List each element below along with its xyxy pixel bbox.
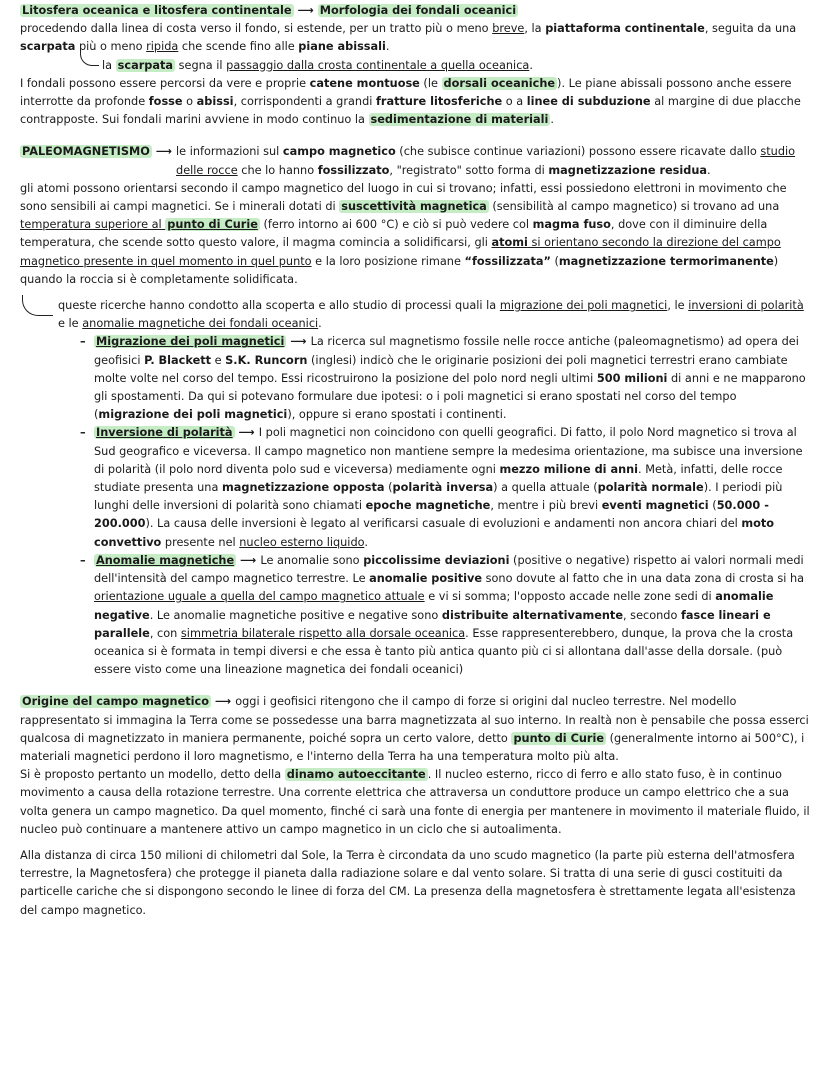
text-bold: fossilizzato: [317, 163, 390, 177]
bullet-heading-migrazione: Migrazione dei poli magnetici: [96, 335, 285, 349]
text: .: [364, 535, 368, 549]
text-bold: mezzo milione di anni: [499, 462, 639, 476]
note-line: [20, 57, 810, 75]
text-bold: P. Blackett: [144, 353, 212, 367]
text: presente nel: [161, 535, 240, 549]
text: e le: [58, 317, 83, 331]
text: ). I periodi più lunghi delle inversioni di polarità sono chiamati: [94, 481, 783, 513]
text: (: [708, 499, 717, 513]
text: sono dovute al fatto che in una data zona di crosta si ha: [482, 572, 805, 586]
text: . Esse rappresenterebbero, dunque, la prova che la crosta oceanica si è formata in tempi diversi e che essa è tanto più antica quanto più ci si allontana dall'asse della dorsale. (può essere visto come una lineazione magnetica dei fondali oceanici): [94, 626, 794, 677]
text: .: [529, 58, 533, 72]
text-bold: eventi magnetici: [601, 499, 709, 513]
text-underlined: studio delle rocce: [176, 145, 796, 177]
text: (positive o negative) rispetto ai valori normali medi dell'intensità del campo magnetico terrestre. Le: [94, 553, 804, 586]
arrow-icon: ⟶: [290, 335, 307, 349]
text-bold: 50.000 - 200.000: [94, 499, 769, 531]
text: , le: [667, 299, 689, 313]
spacer: [20, 839, 810, 847]
text-bold: polarità inversa: [392, 481, 494, 495]
text: .: [707, 163, 711, 177]
text-underlined: nucleo esterno liquido: [239, 535, 365, 549]
text-underlined: orientazione uguale a quella del campo magnetico attuale: [94, 590, 425, 604]
bullet-heading-inversione: Inversione di polarità: [96, 426, 233, 440]
text: , mentre i più brevi: [490, 499, 602, 513]
text-bold: catene montuose: [309, 76, 420, 90]
text-highlight: dinamo autoeccitante: [286, 768, 426, 782]
text-bold: epoche magnetiche: [365, 499, 491, 513]
text-bold: magma fuso: [532, 218, 611, 232]
text: , la: [524, 22, 546, 36]
text-underlined: passaggio dalla crosta continentale a quella oceanica: [226, 58, 530, 72]
text-underlined: breve: [492, 22, 525, 36]
text: (inglesi) indicò che le originarie posizioni dei poli magnetici terrestri erano cambiate molte volte nel corso del tempo. Essi ricostruirono la posizione del polo nord negli ultimi: [94, 353, 788, 385]
text: (ferro intorno ai 600 °C) e ciò si può vedere col: [259, 218, 533, 232]
paragraph: [20, 766, 810, 839]
heading-label: [20, 143, 176, 179]
text: (: [550, 254, 559, 268]
spacer: [20, 679, 810, 693]
text: (le: [419, 76, 442, 90]
text: o a: [502, 95, 527, 109]
text-bold: piattaforma continentale: [545, 22, 705, 36]
bullet-list: [20, 333, 810, 679]
text-highlight: scarpata: [117, 58, 174, 72]
text: , dove con il diminuire della temperatura, che scende sotto questo valore, il magma comincia a solidificarsi, gli: [20, 218, 768, 250]
text-underlined: inversioni di polarità: [688, 299, 804, 313]
text-underlined: ripida: [146, 40, 179, 54]
text-bold: fasce lineari e parallele: [94, 608, 771, 640]
section-origine: [20, 693, 810, 919]
text-highlight: sedimentazione di materiali: [370, 113, 549, 127]
text: le informazioni sul: [176, 145, 283, 159]
text: . Il nucleo esterno, ricco di ferro e allo stato fuso, è in continuo movimento a causa della rotazione terrestre. Una corrente elettrica che attraversa un conduttore produce un campo elettrico che a sua volta genera un campo magnetico. Da quel momento, finché ci sarà una fonte di energia per mantenere in movimento il materiale fluido, il nucleo può continuare a mantenere attivo un campo magnetico in un ciclo che si autoalimenta.: [20, 768, 810, 836]
text: oggi i geofisici ritengono che il campo di forze si origini dal nucleo terrestre. Nel modello rappresentato si immagina la Terra come se possedesse una barra magnetizzata al suo interno. In realtà non è pensabile che possa esserci qualcosa di magnetizzato in maniera permanente, poiché sopra un certo valore, detto: [20, 695, 809, 745]
bullet-dash: –: [80, 426, 86, 440]
text: che lo hanno: [237, 163, 318, 177]
text-bold: fratture litosferiche: [375, 95, 503, 109]
paragraph-magnetosfera: Alla distanza di circa 150 milioni di chilometri dal Sole, la Terra è circondata da uno scudo magnetico (la parte più esterna dell'atmosfera terrestre, la Magnetosfera) che protegge il pianeta dalla radiazione solare e dal vento solare. Si tratta di una serie di gusci costituiti da particelle cariche che si dispongono secondo le linee di forza del CM. La presenza della magnetosfera è strettamente legata all'esistenza del campo magnetico.: [20, 848, 796, 917]
arrow-icon: ⟶: [214, 695, 232, 709]
paragraph: [20, 75, 810, 130]
text: , "registrato" sotto forma di: [389, 163, 549, 177]
text-underlined: anomalie magnetiche dei fondali oceanici: [82, 317, 319, 331]
text: queste ricerche hanno condotto alla scoperta e allo studio di processi quali la: [58, 299, 500, 313]
text-underlined: simmetria bilaterale rispetto alla dorsale oceanica: [180, 626, 466, 640]
heading-morfologia: Morfologia dei fondali oceanici: [319, 4, 517, 17]
text: e la loro posizione rimane: [311, 254, 465, 268]
heading-litosfera: Litosfera oceanica e litosfera continentale: [22, 4, 292, 17]
text-bold: polarità normale: [597, 481, 704, 495]
text-bold: abissi: [196, 95, 234, 109]
text-bold: anomalie negative: [94, 590, 774, 622]
text: di anni e ne mapparono gli spostamenti. Da qui si potevano formulare due ipotesi: o i poli magnetici si erano spostati nel corso del tempo (: [94, 371, 806, 422]
text: .: [318, 317, 322, 331]
heading-origine: Origine del campo magnetico: [22, 695, 209, 709]
text: ). Le piane abissali possono anche essere interrotte da profonde: [20, 76, 792, 109]
text: , seguita da una: [704, 22, 797, 36]
paragraph: [20, 693, 810, 766]
text: . Le anomalie magnetiche positive e negative sono: [149, 608, 442, 622]
text: Si è proposto pertanto un modello, detto della: [20, 768, 285, 782]
heading-paleomagnetismo: PALEOMAGNETISMO: [22, 145, 150, 159]
text-underlined: temperatura superiore al: [20, 218, 166, 232]
text: .: [385, 40, 390, 54]
arrow-icon: ⟶: [240, 553, 257, 567]
section-litosfera: [20, 2, 810, 129]
heading-line: [20, 2, 810, 20]
text: più o meno: [75, 40, 147, 54]
list-item: [80, 552, 810, 679]
text: ), oppure si erano spostati i continenti.: [287, 408, 507, 422]
text-bold: linee di subduzione: [526, 95, 651, 109]
text-bold: piane abissali: [298, 40, 386, 54]
text: e vi si somma; l'opposto accade nelle zone sedi di: [424, 590, 716, 604]
text: gli atomi possono orientarsi secondo il campo magnetico del luogo in cui si trovano; infatti, essi possiedono elettroni in movimento che sono sensibili ai campi magnetici. Se i minerali dotati di: [20, 181, 787, 214]
spacer: [20, 129, 810, 143]
text: al margine di due placche contrapposte. Sui fondali marini avviene in modo continuo la: [20, 95, 801, 127]
text: ) a quella attuale (: [493, 481, 598, 495]
text: ) quando la roccia si è completamente solidificata.: [20, 254, 779, 286]
text-bold: scarpata: [20, 40, 76, 54]
curved-arrow-icon: [80, 51, 99, 66]
arrow-icon: ⟶: [155, 145, 173, 159]
bullet-dash: –: [80, 553, 86, 567]
text-bold: piccolissime deviazioni: [363, 553, 510, 567]
text-bold: distribuite alternativamente: [441, 608, 623, 622]
text-bold: fosse: [148, 95, 183, 109]
text: I fondali possono essere percorsi da vere e proprie: [20, 76, 310, 90]
text: , corrispondenti a grandi: [233, 95, 376, 109]
bullet-heading-anomalie: Anomalie magnetiche: [96, 553, 235, 567]
text: ). La causa delle inversioni è legato al verificarsi casuale di evoluzioni e andamenti non ancora chiari del: [145, 517, 742, 531]
text-highlight: suscettività magnetica: [341, 200, 487, 214]
text-highlight: punto di Curie: [513, 731, 605, 745]
text: , con: [149, 626, 181, 640]
research-line: [20, 297, 810, 333]
arrow-icon: ⟶: [297, 4, 314, 17]
text: la: [102, 58, 116, 72]
bullet-dash: –: [80, 335, 86, 349]
text: I poli magnetici non coincidono con quelli geografici. Di fatto, il polo Nord magnetico si trova al Sud geografico e viceversa. Il campo magnetico non mantiene sempre la medesima orientazione, ma subisce una inversione di polarità (il polo nord diventa polo sud e viceversa) mediamente ogni: [94, 426, 803, 476]
text-underlined: migrazione dei poli magnetici: [499, 299, 668, 313]
text-highlight: punto di Curie: [167, 218, 258, 232]
paleomagnetismo-heading-row: [20, 143, 810, 179]
text: , secondo: [623, 608, 681, 622]
text-bold: moto convettivo: [94, 517, 775, 549]
spacer: [20, 289, 810, 297]
text-bold: anomalie positive: [369, 572, 483, 586]
section-paleomagnetismo: [20, 143, 810, 679]
list-item: [80, 333, 810, 424]
document-page: [20, 2, 810, 920]
text: segna il: [175, 58, 227, 72]
text: (: [384, 481, 393, 495]
text-bold: magnetizzazione opposta: [221, 481, 385, 495]
paragraph: [20, 20, 810, 56]
text: che scende fino alle: [178, 40, 299, 54]
text-bold: 500 milioni: [596, 371, 668, 385]
text: e: [211, 353, 226, 367]
text: (che subisce continue variazioni) possono essere ricavate dallo: [395, 145, 761, 159]
heading-rest: [176, 143, 810, 179]
text-bold-underlined: atomi: [491, 236, 528, 250]
text: o: [182, 95, 197, 109]
text-bold: magnetizzazione residua: [548, 163, 708, 177]
text: procedendo dalla linea di costa verso il fondo, si estende, per un tratto più o meno: [20, 22, 493, 36]
text: Le anomalie sono: [260, 553, 364, 567]
text-bold: migrazione dei poli magnetici: [98, 408, 288, 422]
text: (generalmente intorno ai 500°C), i materiali magnetici perdono il loro magnetismo, e l'interno della Terra ha una temperatura molto più alta.: [20, 731, 805, 763]
list-item: [80, 424, 810, 551]
text: . Metà, infatti, delle rocce studiate presenta una: [94, 462, 783, 495]
text-underlined: si orientano secondo la direzione del campo magnetico presente in quel momento in quel punto: [20, 236, 781, 268]
text-bold: “fossilizzata”: [464, 254, 551, 268]
text-bold: S.K. Runcorn: [225, 353, 308, 367]
curved-arrow-icon: [22, 295, 53, 316]
text-bold: magnetizzazione termorimanente: [558, 254, 774, 268]
text: (sensibilità al campo magnetico) si trovano ad una: [488, 200, 780, 214]
text-bold: campo magnetico: [282, 145, 396, 159]
text: La ricerca sul magnetismo fossile nelle rocce antiche (paleomagnetismo) ad opera dei geofisici: [94, 335, 799, 367]
text-highlight: dorsali oceaniche: [443, 76, 556, 90]
text: .: [550, 113, 554, 127]
arrow-icon: ⟶: [238, 426, 255, 440]
paragraph: [20, 180, 810, 289]
